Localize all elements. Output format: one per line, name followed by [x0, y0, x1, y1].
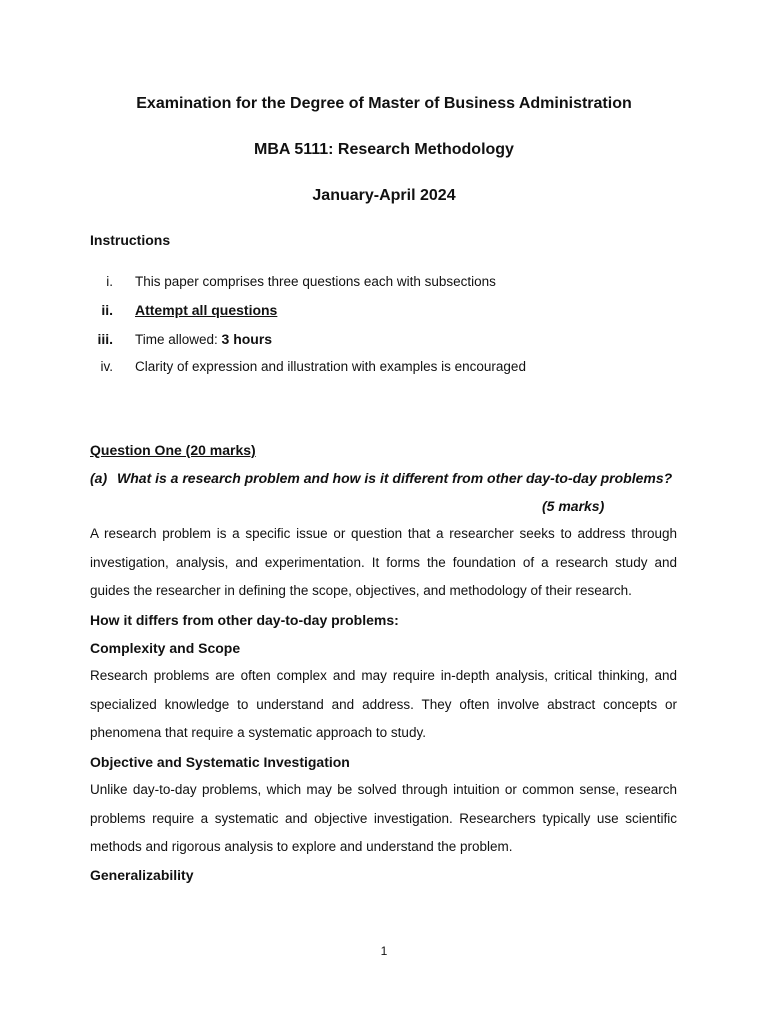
instruction-text: Attempt all questions — [135, 302, 278, 318]
part-label: (a) — [90, 470, 108, 486]
instruction-text — [135, 331, 272, 347]
question-part-a — [90, 470, 677, 486]
session-title: January-April 2024 — [312, 187, 456, 204]
page-number: 1 — [380, 944, 388, 958]
answer-paragraph: A research problem is a specific issue or question that a researcher seeks to address through investigation, analysis, and experimentation. It forms the foundation of a research study and guides the researcher in defining the scope, objectives, and methodology of their research. — [90, 526, 677, 598]
section-heading: How it differs from other day-to-day problems: — [90, 612, 399, 628]
instruction-text-prefix: Time allowed: — [135, 332, 222, 347]
question-heading: Question One (20 marks) — [90, 442, 256, 458]
part-marks: (5 marks) — [542, 498, 605, 514]
instruction-number: ii. — [101, 302, 113, 318]
section-paragraph: Unlike day-to-day problems, which may be solved through intuition or common sense, research problems require a systematic and objective investigation. Researchers typically use scientific methods and rigorous analysis to explore and understand the problem. — [90, 782, 677, 854]
section-heading: Generalizability — [90, 867, 194, 883]
instruction-number: iv. — [100, 359, 113, 374]
instruction-emphasis: 3 hours — [221, 331, 273, 347]
section-heading: Objective and Systematic Investigation — [90, 754, 350, 770]
section-paragraph: Research problems are often complex and may require in-depth analysis, critical thinking, and specialized knowledge to understand and address. They often involve abstract concepts or phenomena that require a systematic approach to study. — [90, 668, 677, 740]
exam-title: Examination for the Degree of Master of Business Administration — [136, 95, 632, 112]
instruction-text: Clarity of expression and illustration with examples is encouraged — [135, 359, 526, 374]
instruction-number: i. — [106, 274, 113, 289]
instruction-number: iii. — [97, 331, 113, 347]
course-title: MBA 5111: Research Methodology — [254, 141, 514, 158]
instructions-heading: Instructions — [90, 232, 171, 248]
instruction-text: This paper comprises three questions each with subsections — [135, 274, 496, 289]
section-heading: Complexity and Scope — [90, 640, 241, 656]
part-question: What is a research problem and how is it different from other day-to-day problems? — [117, 470, 673, 486]
